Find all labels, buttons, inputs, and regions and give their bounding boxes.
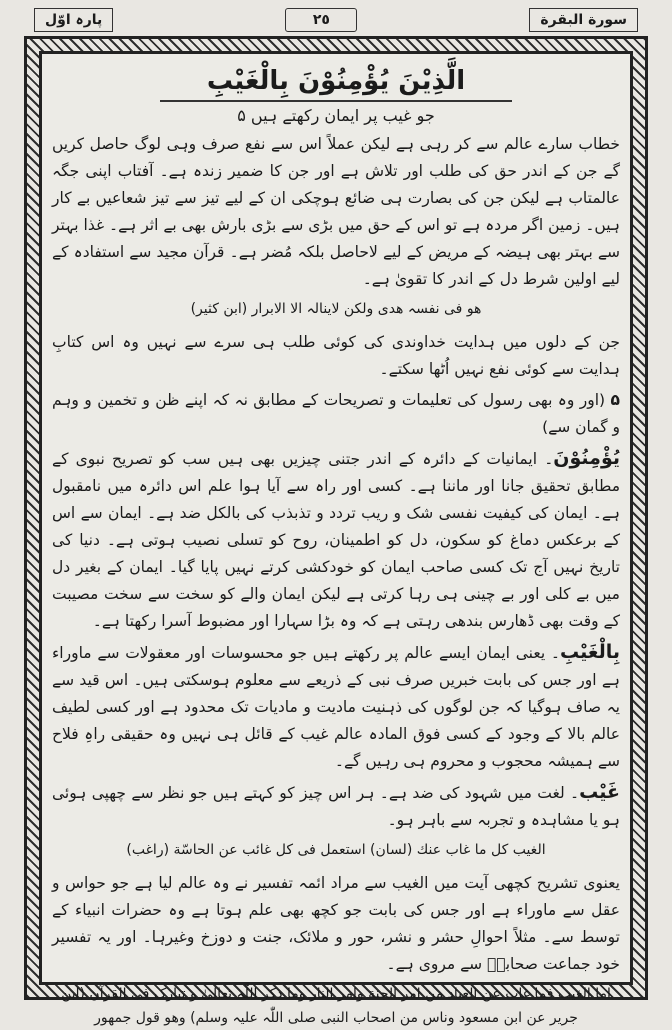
verse-title: الَّذِيْنَ يُؤْمِنُوْنَ بِالْغَيْبِ — [160, 66, 512, 102]
bilghaib-heading: بِالْغَيْبِ — [560, 641, 620, 663]
decorative-border — [24, 36, 648, 1026]
arabic-quote: ھو فی نفسہ ھدی ولکن لاینالہ الا الابرار (ابن کثیر) — [190, 301, 482, 317]
paragraph-1: خطاب سارے عالم سے کر رہی ہے لیکن عملاً اس سے نفع صرف وہی لوگ حاصل کریں گے جن کے اندر حق کی طلب اور تلاش ہے اور جن کا ضمیر زندہ ہے۔ آفتاب اپنی جگہ عالمتاب ہے لیکن جن کی بصارت ہی ضائع ہوچکی ان کے لیے تیز سے تیز شعاعیں بے کار ہیں۔ زمین اگر مردہ ہے تو اس کے حق میں بڑی سے بڑی بارش بھی بے اثر ہے۔ غذا بہتر سے بہتر بھی ہیضہ کے مریض کے لیے لاحاصل بلکہ مُضر ہے۔ قرآن مجید سے استفادہ کے لیے اولین شرط دل کے اندر کا تقویٰ ہے۔ — [52, 135, 620, 288]
paragraph-6: یعنوی تشریح کچھی آیت میں الغیب سے مراد ائمہ تفسیر نے وہ عالم لیا ہے جو حواس و عقل سے ماوراء ہے اور جس کی بابت جو کچھ بھی علم ہوتا ہے وہ حضرات انبیاء کے توسط سے۔ مثلاً احوالِ حشر و نشر، حور و ملائک، جنت و دوزخ وغیرہا۔ اور یہ تفسیر خود جماعت صحابہؓ سے مروی ہے۔ — [52, 874, 620, 973]
ghaib-text: ۔ لغت میں شہود کی ضد ہے۔ ہر اس چیز کو کہتے ہیں جو نظر سے چھپی ہوئی ہو یا مشاہدہ و تجربہ سے باہر ہو۔ — [52, 784, 620, 829]
page-number: ٢٥ — [285, 8, 357, 32]
arabic-definition: الغیب کل ما غاب عنك (لسان) استعمل فی کل غائب عن الحاسّة (راغب) — [126, 842, 546, 858]
bilghaib-text: ۔ یعنی ایمان ایسے عالم پر رکھتے ہیں جو محسوسات اور معقولات سے ماوراء ہے اور جس کی بابت خبریں صرف نبی کے ذریعے سے معلوم ہوسکتی ہیں۔ اس قید سے یہ صاف ہوگیا کہ جن لوگوں کی ذہنیت مادیت و مادیات تک محدود ہے اور کسی لطیف عالم بالا کے وجود کے کسی فوق المادہ عالم غیب کے قائل ہی نہیں وہ حقیقی راہِ فلاح سے ہمیشہ محجوب و محروم ہی رہیں گے۔ — [52, 644, 620, 770]
surah-label: سورة البقرة — [529, 8, 638, 32]
ghaib-section — [52, 779, 620, 834]
note-5-text: (اور وہ بھی رسول کی تعلیمات و تصریحات کے مطابق نہ کہ اپنے ظن و تخمین و وہم و گمان سے) — [52, 391, 620, 436]
yuminun-heading: يُؤْمِنُوْنَ — [553, 447, 620, 469]
arabic-final-quote: اما الغیب فما غاب عن العباد من امر الجنة وامر النار وما ذکر اللّٰہ تعالیٰ و تبارک فی القرآن (ابن جریر عن ابن مسعود وناس من اصحاب النبی صلی اللّٰہ علیہ وسلم) وھو قول جمھور — [61, 986, 611, 1026]
bilghaib-section — [52, 639, 620, 775]
yuminun-section — [52, 445, 620, 635]
note-5 — [52, 387, 620, 441]
page-content — [52, 60, 620, 1026]
part-label: پارہ اوّل — [34, 8, 113, 32]
text-panel — [39, 51, 633, 1026]
yuminun-text: ۔ ایمانیات کے دائرہ کے اندر جتنی چیزیں بھی ہیں سب کو تصریح نبوی کے مطابق تحقیق جانا اور ماننا ہے۔ کسی اور راہ سے آیا ہوا علم اس دائرہ میں نامقبول ہے۔ ایمان کی کیفیت نفسی شک و ریب تردد و تذبذب کی بالکل ضد ہے۔ ایمان سے اس کے برعکس دماغ کو سکون، دل کو اطمینان، روح کو تسلی نصیب ہوتی ہے۔ دنیا کی تاریخ نہیں آج تک کسی صاحب ایمان کو خودکشی کرتے نہیں پایا گیا۔ ایمان کے بغیر دل میں بے کلی اور بے چینی ہی رہا کرتی ہے لیکن ایمان والے کو سخت سے سخت مصیبت کے وقت بھی ڈھارس بندھی رہتی ہے کہ وہ بڑا سہارا اور مضبوط آسرا رکھتا ہے۔ — [52, 450, 620, 630]
page-header — [34, 6, 638, 34]
paragraph-2: جن کے دلوں میں ہدایت خداوندی کی کوئی طلب ہی سرے سے نہیں وہ اس کتابِ ہدایت سے کوئی نفع نہیں اُٹھا سکتے۔ — [52, 333, 620, 378]
note-number: ۵ — [610, 391, 620, 409]
verse-translation: جو غیب پر ایمان رکھتے ہیں ۵ — [237, 106, 435, 125]
ghaib-heading: غَيْب — [579, 781, 620, 803]
